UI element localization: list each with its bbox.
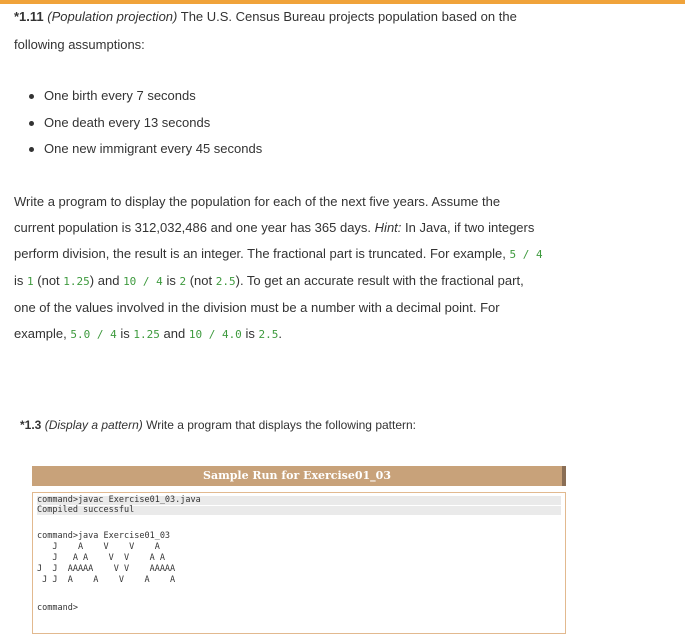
sample-run-terminal [32,492,566,634]
body-text: ). To get an accurate result with the fractional part, [235,273,524,288]
terminal-line: Compiled successful [37,506,561,515]
terminal-line: command> [37,603,78,613]
terminal-line: command>javac Exercise01_03.java [37,496,561,505]
assumptions-list [20,83,262,163]
body-text: . [278,326,282,341]
body-line-6 [14,321,282,348]
body-text: perform division, the result is an integer. The fractional part is truncated. For example, [14,246,506,261]
body-line-1: Write a program to display the population for each of the next five years. Assume the [14,194,501,209]
hint-label: Hint: [374,220,402,235]
body-line-4 [14,268,524,295]
body-text: In Java, if two integers [405,220,535,235]
terminal-line: command>java Exercise01_03 [37,531,171,541]
code-snippet: 1.25 [63,275,90,288]
body-text: is [14,273,24,288]
body-text: is [166,273,176,288]
code-snippet: 2.5 [215,275,236,288]
sample-run-title: Sample Run for Exercise01_03 [32,466,566,486]
list-item: One death every 13 seconds [20,110,262,137]
code-snippet: 10 / 4.0 [188,328,242,341]
exercise-1-11-intro-line2: following assumptions: [14,37,145,52]
terminal-line: J A V V A [37,542,160,552]
code-snippet: 5 / 4 [509,248,543,261]
exercise-1-3-title: (Display a pattern) [44,418,143,432]
code-snippet: 1 [27,275,34,288]
body-line-3 [14,241,543,268]
exercise-1-3-heading [20,414,416,436]
body-text: and [163,326,186,341]
body-text: example, [14,326,67,341]
exercise-1-11-number: *1.11 [14,9,44,24]
terminal-line: J J AAAAA V V AAAAA [37,564,176,574]
body-line-2 [14,215,534,241]
terminal-line: J A A V V A A [37,553,165,563]
body-line-5: one of the values involved in the division must be a number with a decimal point. For [14,300,500,315]
body-text: (not [189,273,213,288]
exercise-1-11-title: (Population projection) [47,9,178,24]
terminal-line: J J A A V A A [37,575,176,585]
body-text: is [245,326,255,341]
list-item: One new immigrant every 45 seconds [20,136,262,163]
body-text: (not [37,273,60,288]
code-snippet: 5.0 / 4 [70,328,117,341]
exercise-1-11-intro: The U.S. Census Bureau projects population based on the [180,9,517,24]
body-text: is [120,326,130,341]
code-snippet: 1.25 [133,328,160,341]
body-text: ) and [89,273,120,288]
exercise-1-3-text: Write a program that displays the following pattern: [146,418,417,432]
list-item: One birth every 7 seconds [20,83,262,110]
body-text: current population is 312,032,486 and one year has 365 days. [14,220,372,235]
exercise-1-3-number: *1.3 [20,418,42,432]
sample-run-panel [32,466,566,633]
exercise-1-11-heading [14,4,517,30]
code-snippet: 2 [179,275,187,288]
code-snippet: 10 / 4 [123,275,163,288]
code-snippet: 2.5 [258,328,279,341]
